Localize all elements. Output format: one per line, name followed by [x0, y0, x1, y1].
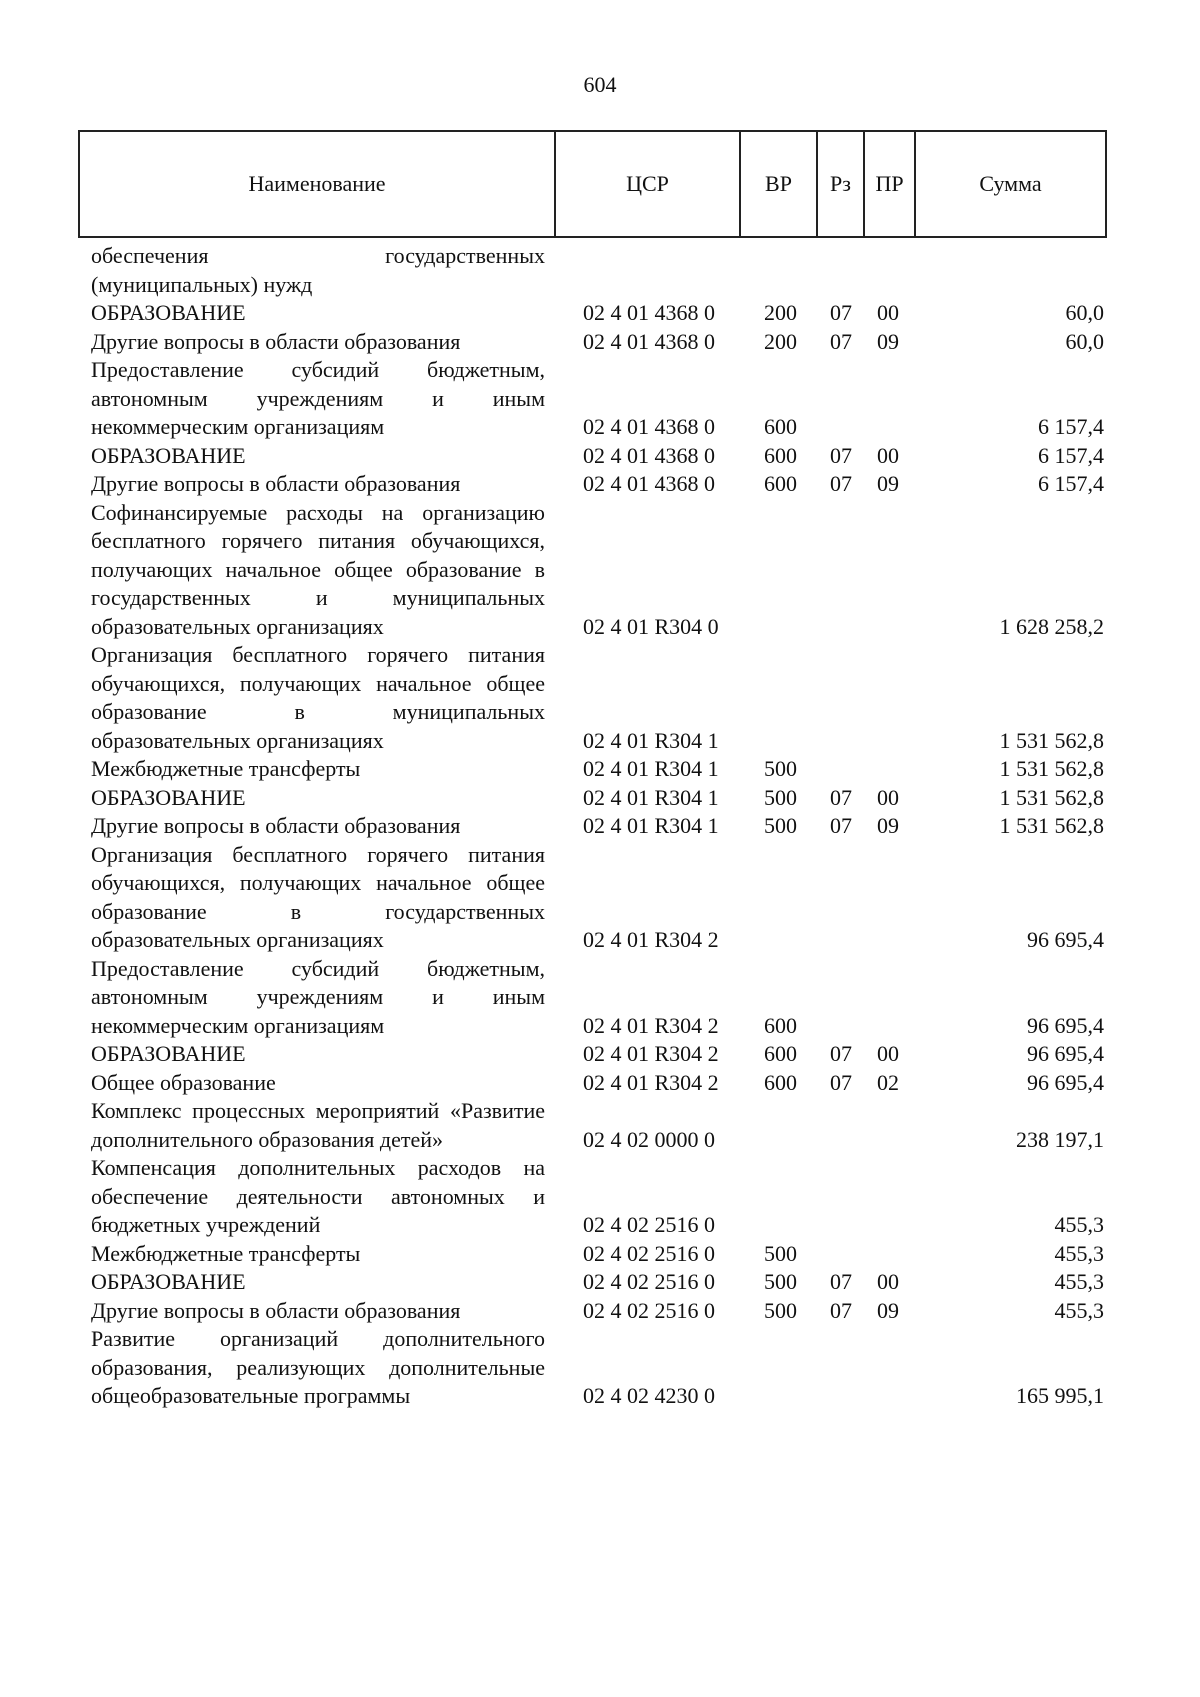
- row-rz: [817, 356, 864, 442]
- row-rz: 07: [830, 1069, 852, 1095]
- header-pr: ПР: [864, 131, 915, 237]
- table-header-row: [79, 131, 1106, 237]
- row-name: Другие вопросы в области образования: [91, 813, 461, 838]
- row-rz: [817, 841, 864, 955]
- row-rz: 07: [830, 1297, 852, 1323]
- row-sum: 1 531 562,8: [999, 727, 1104, 753]
- row-pr: 00: [877, 784, 899, 810]
- row-rz: 07: [830, 300, 852, 325]
- row-name: Общее образование: [91, 1069, 276, 1095]
- row-rz: 07: [830, 471, 852, 496]
- table-row: [79, 812, 1106, 841]
- row-name: ОБРАЗОВАНИЕ: [91, 1041, 246, 1066]
- row-sum: 96 695,4: [1027, 1069, 1104, 1095]
- row-vr: 600: [764, 1069, 797, 1095]
- row-rz: [817, 1240, 864, 1269]
- table-row: [79, 841, 1106, 955]
- row-name: Организация бесплатного горячего питания обучающихся, получающих начальное общее образование в муниципальных образовательных организациях: [91, 642, 545, 753]
- row-vr: [740, 1097, 817, 1154]
- row-pr: [864, 499, 915, 642]
- row-sum: 6 157,4: [1038, 471, 1104, 496]
- table-row: [79, 755, 1106, 784]
- row-pr: 00: [877, 442, 899, 468]
- row-csr: 02 4 01 R304 1: [583, 727, 719, 753]
- row-name: Другие вопросы в области образования: [91, 471, 461, 496]
- row-pr: [864, 356, 915, 442]
- row-rz: [817, 1097, 864, 1154]
- table-row: [79, 470, 1106, 499]
- row-rz: 07: [830, 1269, 852, 1294]
- row-pr: [864, 841, 915, 955]
- row-sum: 60,0: [1065, 328, 1104, 354]
- table-row: [79, 784, 1106, 813]
- table-row: [79, 955, 1106, 1041]
- row-csr: 02 4 01 R304 1: [583, 784, 719, 810]
- row-sum: 455,3: [1054, 1240, 1104, 1266]
- row-vr: 500: [764, 784, 797, 810]
- row-pr: [864, 1240, 915, 1269]
- row-sum: 455,3: [1054, 1212, 1104, 1237]
- row-pr: 00: [877, 1269, 899, 1294]
- row-vr: [740, 237, 817, 299]
- table-row: [79, 356, 1106, 442]
- row-csr: 02 4 01 4368 0: [583, 300, 715, 325]
- row-pr: 09: [877, 813, 899, 838]
- row-vr: 500: [764, 1297, 797, 1323]
- row-rz: [817, 1154, 864, 1240]
- table-body: [79, 237, 1106, 1411]
- row-pr: 00: [877, 1041, 899, 1066]
- row-vr: 500: [764, 1240, 797, 1266]
- table-row: [79, 1097, 1106, 1154]
- row-name: Предоставление субсидий бюджетным, автономным учреждениям и иным некоммерческим организациям: [91, 357, 545, 439]
- row-vr: 500: [764, 1269, 797, 1294]
- table-row: [79, 1297, 1106, 1326]
- row-pr: [864, 1325, 915, 1411]
- row-csr: 02 4 01 4368 0: [583, 442, 715, 468]
- row-vr: [740, 1325, 817, 1411]
- row-vr: 600: [764, 1041, 797, 1066]
- row-vr: [740, 641, 817, 755]
- row-csr: 02 4 01 4368 0: [583, 471, 715, 496]
- row-vr: 600: [764, 414, 797, 439]
- row-pr: 00: [877, 300, 899, 325]
- row-name: Софинансируемые расходы на организацию бесплатного горячего питания обучающихся, получающих начальное общее образование в государственных и муниципальных образовательных организациях: [91, 499, 545, 639]
- table-row: [79, 1040, 1106, 1069]
- row-name: Другие вопросы в области образования: [91, 328, 461, 354]
- row-csr: 02 4 02 2516 0: [583, 1240, 715, 1266]
- budget-table-container: [78, 130, 1105, 1411]
- row-csr: [555, 237, 740, 299]
- row-sum: 96 695,4: [1027, 1041, 1104, 1066]
- table-row: [79, 1240, 1106, 1269]
- row-rz: 07: [830, 1041, 852, 1066]
- table-row: [79, 499, 1106, 642]
- row-sum: [915, 237, 1106, 299]
- row-vr: 600: [764, 442, 797, 468]
- row-sum: 165 995,1: [1016, 1383, 1104, 1408]
- row-rz: 07: [830, 442, 852, 468]
- row-csr: 02 4 01 R304 0: [583, 613, 719, 639]
- row-pr: [864, 1154, 915, 1240]
- header-vr: ВР: [740, 131, 817, 237]
- row-csr: 02 4 01 4368 0: [583, 414, 715, 439]
- row-vr: 200: [764, 300, 797, 325]
- row-sum: 455,3: [1054, 1297, 1104, 1323]
- row-name: ОБРАЗОВАНИЕ: [91, 1269, 246, 1294]
- row-sum: 1 531 562,8: [999, 756, 1104, 781]
- row-vr: 600: [764, 1012, 797, 1038]
- table-row: [79, 1268, 1106, 1297]
- table-row: [79, 442, 1106, 471]
- table-row: [79, 237, 1106, 299]
- row-name: обеспечения государственных (муниципальных) нужд: [91, 243, 545, 297]
- row-csr: 02 4 01 4368 0: [583, 328, 715, 354]
- row-sum: 96 695,4: [1027, 1012, 1104, 1038]
- row-vr: 600: [764, 471, 797, 496]
- row-vr: [740, 841, 817, 955]
- row-name: Межбюджетные трансферты: [91, 756, 361, 781]
- row-sum: 6 157,4: [1038, 414, 1104, 439]
- row-csr: 02 4 02 0000 0: [583, 1126, 715, 1152]
- row-rz: [817, 237, 864, 299]
- row-name: Комплекс процессных мероприятий «Развитие дополнительного образования детей»: [91, 1098, 545, 1152]
- row-vr: 500: [764, 813, 797, 838]
- row-rz: [817, 641, 864, 755]
- row-rz: [817, 499, 864, 642]
- row-csr: 02 4 02 2516 0: [583, 1212, 715, 1237]
- header-sum: Сумма: [915, 131, 1106, 237]
- row-name: Развитие организаций дополнительного образования, реализующих дополнительные общеобразовательные программы: [91, 1326, 545, 1408]
- row-sum: 1 531 562,8: [999, 813, 1104, 838]
- row-vr: [740, 1154, 817, 1240]
- row-name: Компенсация дополнительных расходов на обеспечение деятельности автономных и бюджетных учреждений: [91, 1155, 545, 1237]
- row-rz: [817, 1325, 864, 1411]
- row-name: ОБРАЗОВАНИЕ: [91, 442, 246, 468]
- row-pr: 02: [877, 1069, 899, 1095]
- row-vr: [740, 499, 817, 642]
- row-sum: 455,3: [1054, 1269, 1104, 1294]
- row-csr: 02 4 02 2516 0: [583, 1269, 715, 1294]
- table-row: [79, 1069, 1106, 1098]
- header-csr: ЦСР: [555, 131, 740, 237]
- row-pr: [864, 1097, 915, 1154]
- row-csr: 02 4 01 R304 2: [583, 1069, 719, 1095]
- row-pr: 09: [877, 1297, 899, 1323]
- row-name: Предоставление субсидий бюджетным, автономным учреждениям и иным некоммерческим организациям: [91, 955, 545, 1038]
- row-vr: 200: [764, 328, 797, 354]
- table-row: [79, 1325, 1106, 1411]
- row-rz: 07: [830, 328, 852, 354]
- row-rz: 07: [830, 784, 852, 810]
- row-rz: [817, 955, 864, 1041]
- row-pr: [864, 641, 915, 755]
- row-csr: 02 4 01 R304 2: [583, 1041, 719, 1066]
- row-sum: 6 157,4: [1038, 442, 1104, 468]
- row-vr: 500: [764, 756, 797, 781]
- table-row: [79, 1154, 1106, 1240]
- row-csr: 02 4 01 R304 2: [583, 1012, 719, 1038]
- header-rz: Рз: [817, 131, 864, 237]
- row-rz: 07: [830, 813, 852, 838]
- row-name: Организация бесплатного горячего питания обучающихся, получающих начальное общее образование в государственных образовательных организациях: [91, 841, 545, 952]
- row-name: Межбюджетные трансферты: [91, 1240, 361, 1266]
- row-csr: 02 4 02 4230 0: [583, 1383, 715, 1408]
- budget-table: [78, 130, 1107, 1411]
- table-row: [79, 641, 1106, 755]
- row-csr: 02 4 02 2516 0: [583, 1297, 715, 1323]
- row-csr: 02 4 01 R304 1: [583, 756, 719, 781]
- row-sum: 238 197,1: [1016, 1126, 1104, 1152]
- row-csr: 02 4 01 R304 1: [583, 813, 719, 838]
- table-row: [79, 299, 1106, 328]
- table-row: [79, 328, 1106, 357]
- row-name: ОБРАЗОВАНИЕ: [91, 784, 246, 810]
- row-pr: 09: [877, 328, 899, 354]
- row-pr: [864, 237, 915, 299]
- page-number: 604: [583, 72, 617, 97]
- row-csr: 02 4 01 R304 2: [583, 927, 719, 952]
- row-pr: [864, 955, 915, 1041]
- row-sum: 1 531 562,8: [999, 784, 1104, 810]
- row-sum: 96 695,4: [1027, 927, 1104, 952]
- row-name: ОБРАЗОВАНИЕ: [91, 300, 246, 325]
- row-rz: [817, 755, 864, 784]
- row-sum: 1 628 258,2: [999, 613, 1104, 639]
- row-name: Другие вопросы в области образования: [91, 1297, 461, 1323]
- row-sum: 60,0: [1065, 300, 1104, 325]
- row-pr: 09: [877, 471, 899, 496]
- header-name: Наименование: [79, 131, 555, 237]
- row-pr: [864, 755, 915, 784]
